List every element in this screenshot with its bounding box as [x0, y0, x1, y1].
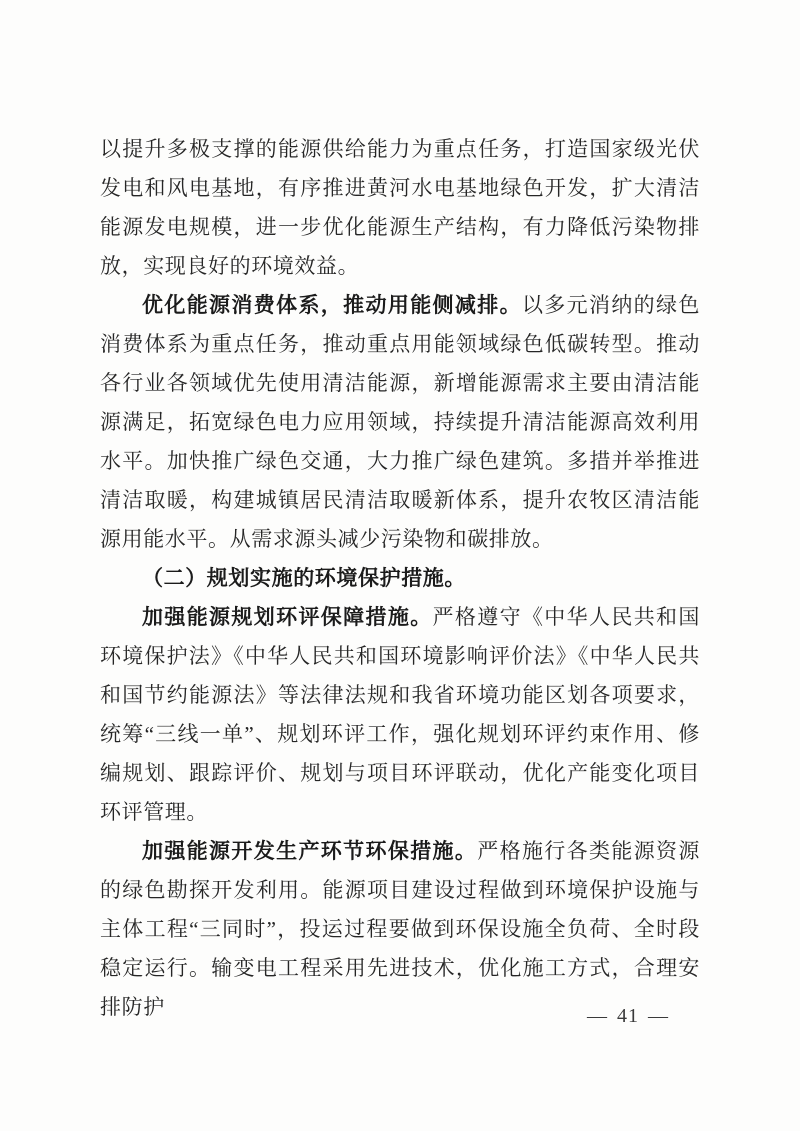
- section-heading-two: [100, 559, 700, 598]
- page-number: 41: [617, 1005, 639, 1027]
- paragraph-continuation: [100, 130, 700, 286]
- paragraph-planning-eia: [100, 598, 700, 832]
- paragraph-lead: 加强能源开发生产环节环保措施。: [142, 839, 478, 863]
- section-heading-text: （二）规划实施的环境保护措施。: [142, 566, 466, 590]
- paragraph-text: 严格施行各类能源资源的绿色勘探开发利用。能源项目建设过程做到环境保护设施与主体工程“三同时”，投运过程要做到环保设施全负荷、全时段稳定运行。输变电工程采用先进技术，优化施工方式，合理安排防护: [100, 839, 700, 1019]
- paragraph-development-protection: [100, 832, 700, 1027]
- document-body: [100, 130, 700, 1027]
- paragraph-consumption-system: [100, 286, 700, 559]
- paragraph-text: 以提升多极支撑的能源供给能力为重点任务，打造国家级光伏发电和风电基地，有序推进黄河水电基地绿色开发，扩大清洁能源发电规模，进一步优化能源生产结构，有力降低污染物排放，实现良好的环境效益。: [100, 137, 700, 278]
- paragraph-lead: 优化能源消费体系，推动用能侧减排。: [142, 293, 522, 317]
- paragraph-text: 严格遵守《中华人民共和国环境保护法》《中华人民共和国环境影响评价法》《中华人民共和国节约能源法》等法律法规和我省环境功能区划各项要求，统筹“三线一单”、规划环评工作，强化规划环评约束作用、修编规划、跟踪评价、规划与项目环评联动，优化产能变化项目环评管理。: [100, 605, 700, 824]
- paragraph-lead: 加强能源规划环评保障措施。: [142, 605, 433, 629]
- footer-left-dash: —: [587, 1005, 608, 1027]
- footer-right-dash: —: [648, 1005, 669, 1027]
- page-footer: [578, 1005, 678, 1028]
- paragraph-text: 以多元消纳的绿色消费体系为重点任务，推动重点用能领域绿色低碳转型。推动各行业各领域优先使用清洁能源，新增能源需求主要由清洁能源满足，拓宽绿色电力应用领域，持续提升清洁能源高效利用水平。加快推广绿色交通，大力推广绿色建筑。多措并举推进清洁取暖，构建城镇居民清洁取暖新体系，提升农牧区清洁能源用能水平。从需求源头减少污染物和碳排放。: [100, 293, 700, 551]
